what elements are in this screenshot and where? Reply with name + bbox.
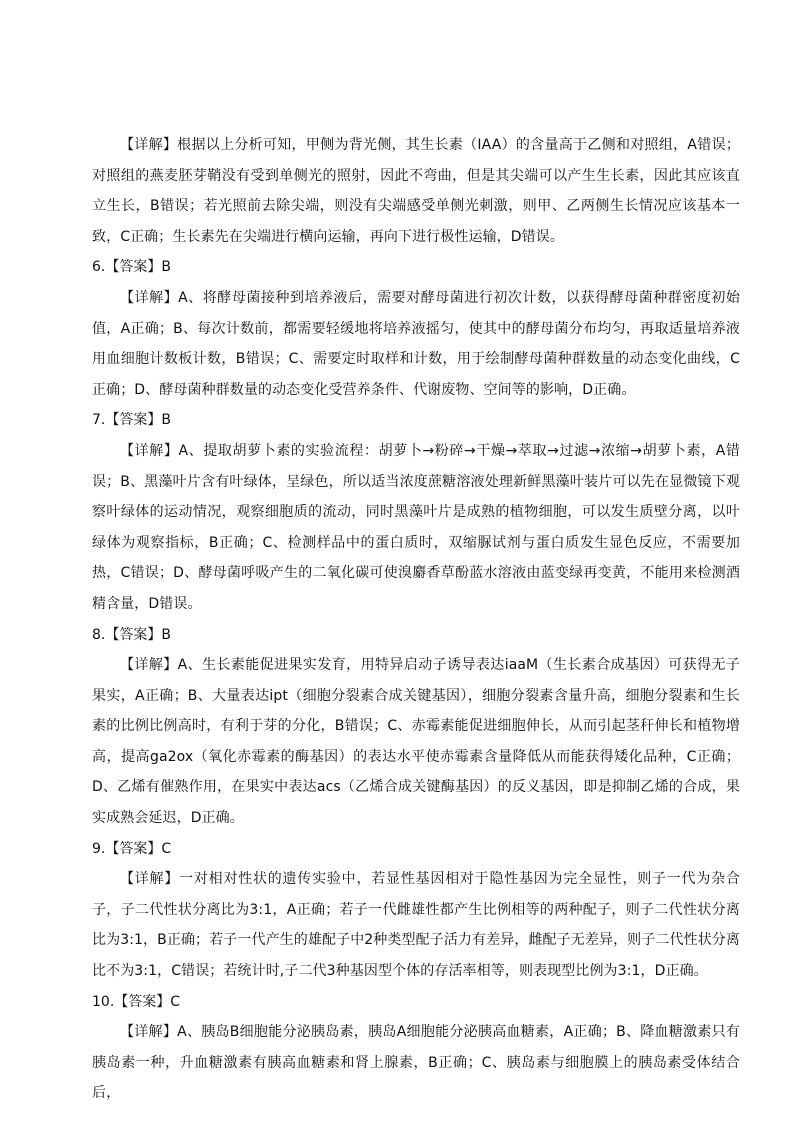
detail-paragraph-10: 【详解】A、胰岛B细胞能分泌胰岛素，胰岛A细胞能分泌胰高血糖素，A正确；B、降血糖激素只有胰岛素一种，升血糖激素有胰高血糖素和肾上腺素，B正确；C、胰岛素与细胞膜上的胰岛素受体结合后， — [92, 1024, 740, 1102]
detail-paragraph-7: 【详解】A、提取胡萝卜素的实验流程：胡萝卜→粉碎→干燥→萃取→过滤→浓缩→胡萝卜素，A错误；B、黑藻叶片含有叶绿体，呈绿色，所以适当浓度蔗糖溶液处理新鲜黑藻叶装片可以先在显微镜下观察叶绿体的运动情况，观察细胞质的流动，同时黑藻叶片是成熟的植物细胞，可以发生质壁分离，以叶绿体为观察指标，B正确；C、检测样品中的蛋白质时，双缩脲试剂与蛋白质发生显色反应，不需要加热，C错误；D、酵母菌呼吸产生的二氧化碳可使溴麝香草酚蓝水溶液由蓝变绿再变黄，不能用来检测酒精含量，D错误。 — [92, 442, 740, 612]
answer-line-8: 8.【答案】B — [92, 626, 171, 643]
detail-paragraph-9: 【详解】一对相对性状的遗传实验中，若显性基因相对于隐性基因为完全显性，则子一代为杂合子，子二代性状分离比为3:1，A正确；若子一代雌雄性都产生比例相等的两种配子，则子二代性状分离比为3:1，B正确；若子一代产生的雄配子中2种类型配子活力有差异，雌配子无差异，则子二代性状分离比不为3:1，C错误；若统计时,子二代3种基因型个体的存活率相等，则表现型比例为3:1，D正确。 — [92, 871, 740, 980]
answer-line-10: 10.【答案】C — [92, 993, 181, 1010]
detail-paragraph-8: 【详解】A、生长素能促进果实发育，用特异启动子诱导表达iaaM（生长素合成基因）可获得无子果实，A正确；B、大量表达ipt（细胞分裂素合成关键基因），细胞分裂素含量升高，细胞分裂素和生长素的比例比例高时，有利于芽的分化，B错误；C、赤霉素能促进细胞伸长，从而引起茎秆伸长和植物增高，提高ga2ox（氧化赤霉素的酶基因）的表达水平使赤霉素含量降低从而能获得矮化品种，C正确；D、乙烯有催熟作用，在果实中表达acs（乙烯合成关键酶基因）的反义基因，即是抑制乙烯的合成，果实成熟会延迟，D正确。 — [92, 657, 740, 827]
answer-line-7: 7.【答案】B — [92, 412, 171, 429]
answer-line-6: 6.【答案】B — [92, 259, 171, 276]
detail-paragraph-5: 【详解】根据以上分析可知，甲侧为背光侧，其生长素（IAA）的含量高于乙侧和对照组，A错误；对照组的燕麦胚芽鞘没有受到单侧光的照射，因此不弯曲，但是其尖端可以产生生长素，因此其应该直立生长，B错误；若光照前去除尖端，则没有尖端感受单侧光刺激，则甲、乙两侧生长情况应该基本一致，C正确；生长素先在尖端进行横向运输，再向下进行极性运输，D错误。 — [92, 137, 740, 245]
answer-line-9: 9.【答案】C — [92, 840, 172, 857]
detail-paragraph-6: 【详解】A、将酵母菌接种到培养液后，需要对酵母菌进行初次计数，以获得酵母菌种群密度初始值，A正确；B、每次计数前，都需要轻缓地将培养液摇匀，使其中的酵母菌分布均匀，再取适量培养液用血细胞计数板计数，B错误；C、需要定时取样和计数，用于绘制酵母菌种群数量的动态变化曲线，C正确；D、酵母菌种群数量的动态变化受营养条件、代谢废物、空间等的影响，D正确。 — [92, 289, 740, 398]
document-body — [92, 130, 740, 1109]
